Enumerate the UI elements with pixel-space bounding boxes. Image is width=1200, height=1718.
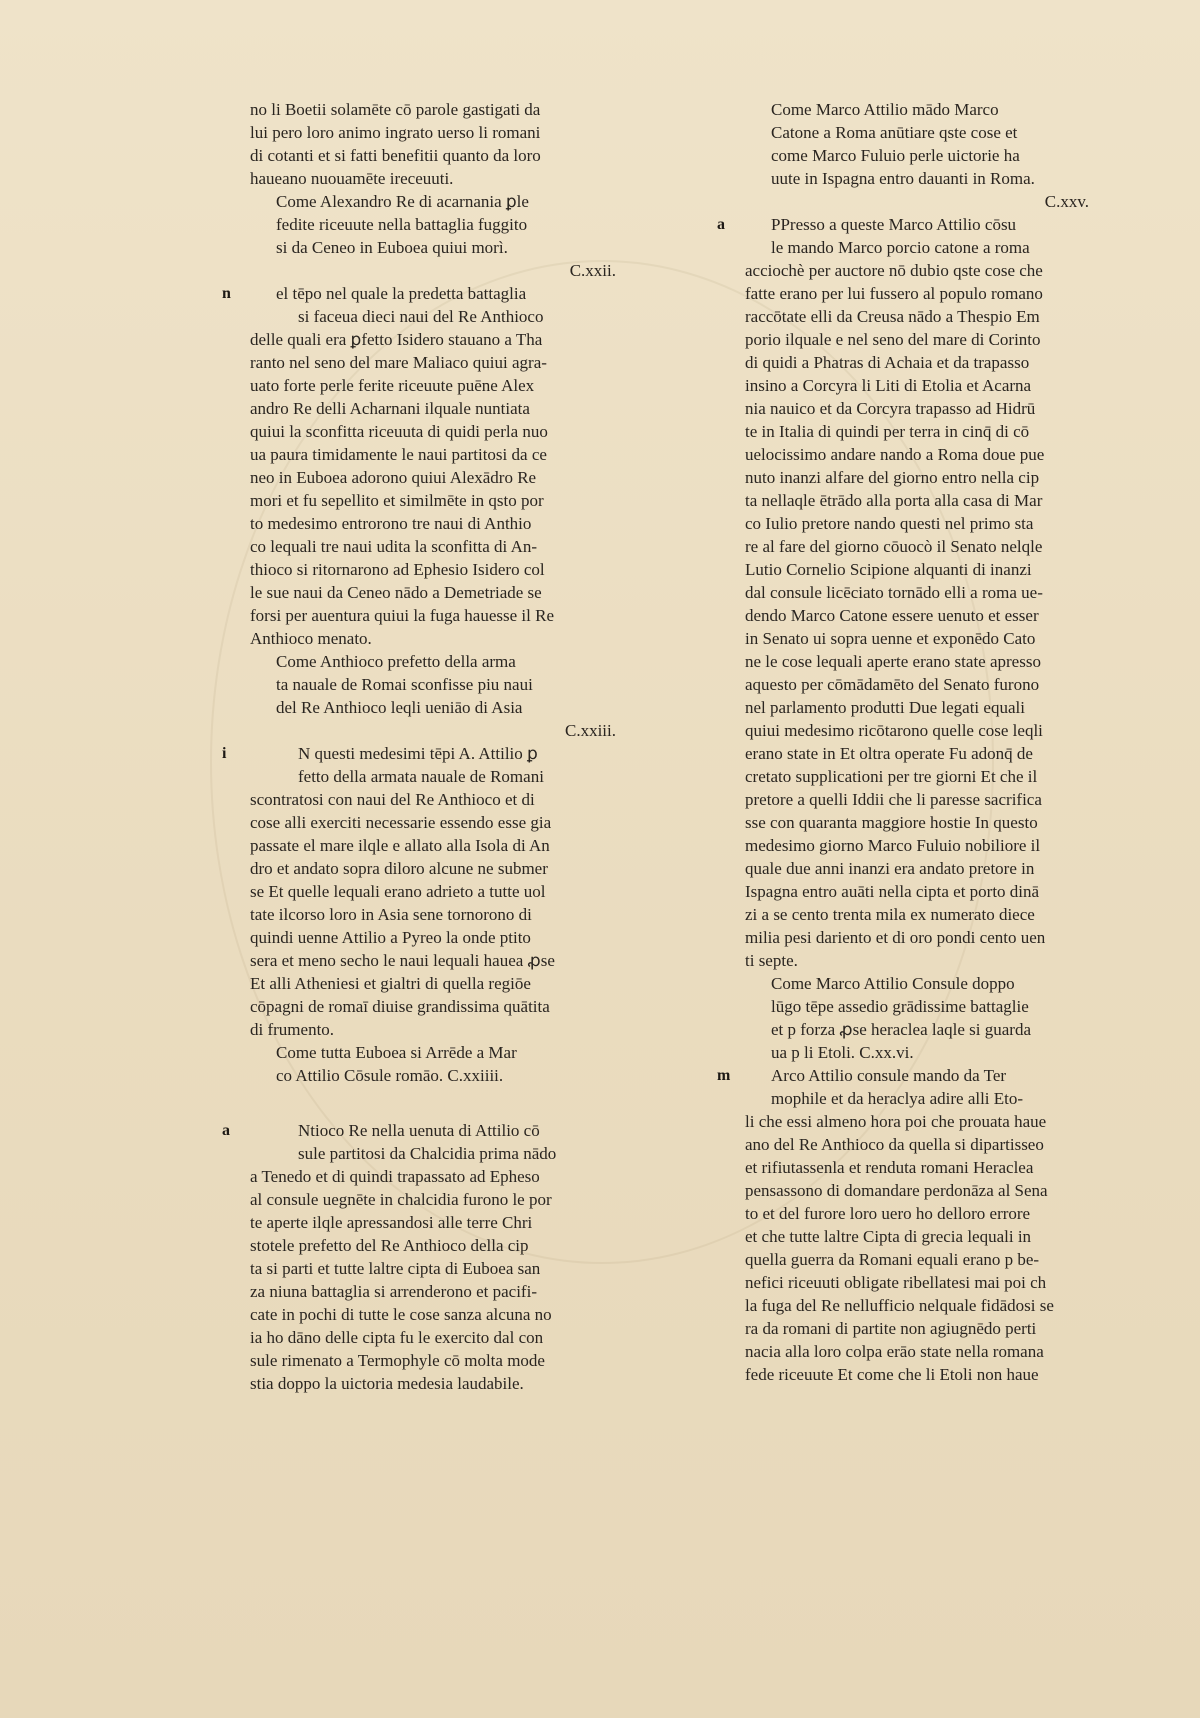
text-line bbox=[250, 144, 622, 167]
line-text: andro Re delli Acharnani ilquale nuntiata bbox=[250, 399, 530, 418]
text-line bbox=[250, 1326, 622, 1349]
text-line bbox=[250, 1234, 622, 1257]
line-text: te aperte ilqle apressandosi alle terre Chri bbox=[250, 1213, 533, 1232]
text-line bbox=[745, 466, 1095, 489]
initial-guide-letter: i bbox=[222, 745, 227, 762]
text-line bbox=[250, 1165, 622, 1188]
line-text: tate ilcorso loro in Asia sene tornorono di bbox=[250, 905, 532, 924]
text-line bbox=[250, 305, 622, 328]
text-line bbox=[250, 650, 622, 673]
line-text: Come Alexandro Re di acarnania ꝑle bbox=[276, 192, 529, 211]
text-line bbox=[250, 903, 622, 926]
line-text: sera et meno secho le naui lequali hauea ꝓse bbox=[250, 951, 555, 970]
line-text: mori et fu sepellito et similmēte in qsto por bbox=[250, 491, 544, 510]
line-text: cōpagni de romaī diuise grandissima quātita bbox=[250, 997, 550, 1016]
line-text: C.xxv. bbox=[1044, 192, 1089, 211]
line-text: erano state in Et oltra operate Fu adonq̄ de bbox=[745, 744, 1033, 763]
line-text: el tēpo nel quale la predetta battaglia bbox=[276, 284, 527, 303]
line-text: quella guerra da Romani equali erano p be- bbox=[745, 1250, 1040, 1269]
line-text: ta nellaqle ētrādo alla porta alla casa di Mar bbox=[745, 491, 1043, 510]
text-line bbox=[745, 834, 1095, 857]
text-line bbox=[745, 949, 1095, 972]
line-text: nuto inanzi alfare del giorno entro nella cip bbox=[745, 468, 1040, 487]
line-text: lui pero loro animo ingrato uerso li romani bbox=[250, 123, 541, 142]
line-text: sse con quaranta maggiore hostie In questo bbox=[745, 813, 1038, 832]
line-text: insino a Corcyra li Liti di Etolia et Acarna bbox=[745, 376, 1032, 395]
line-text: di cotanti et si fatti benefitii quanto da loro bbox=[250, 146, 541, 165]
text-line bbox=[250, 1188, 622, 1211]
line-text: ranto nel seno del mare Maliaco quiui agra- bbox=[250, 353, 547, 372]
line-text: Ispagna entro auāti nella cipta et porto dinā bbox=[745, 882, 1040, 901]
text-line bbox=[745, 972, 1095, 995]
text-line bbox=[745, 144, 1095, 167]
line-text: sule partitosi da Chalcidia prima nādo bbox=[298, 1144, 557, 1163]
line-text: fatte erano per lui fussero al populo romano bbox=[745, 284, 1043, 303]
text-line bbox=[250, 1349, 622, 1372]
text-line bbox=[717, 1064, 1095, 1087]
line-text: stotele prefetto del Re Anthioco della cip bbox=[250, 1236, 529, 1255]
text-line bbox=[250, 696, 622, 719]
text-line bbox=[745, 1271, 1095, 1294]
line-text: ia ho dāno delle cipta fu le exercito dal con bbox=[250, 1328, 544, 1347]
line-text: si da Ceneo in Euboea quiui morì. bbox=[276, 238, 508, 257]
text-line bbox=[745, 1110, 1095, 1133]
text-line bbox=[250, 328, 622, 351]
line-text: thioco si ritornarono ad Ephesio Isidero col bbox=[250, 560, 545, 579]
text-line bbox=[250, 558, 622, 581]
text-line bbox=[745, 236, 1095, 259]
text-line bbox=[250, 604, 622, 627]
text-line bbox=[745, 1317, 1095, 1340]
text-line bbox=[745, 351, 1095, 374]
line-text: ta nauale de Romai sconfisse piu naui bbox=[276, 675, 533, 694]
text-line bbox=[250, 236, 622, 259]
line-text: zi a se cento trenta mila ex numerato diece bbox=[745, 905, 1035, 924]
text-line bbox=[745, 903, 1095, 926]
left-column bbox=[222, 98, 622, 1395]
line-text: nefici riceuuti obligate ribellatesi mai poi ch bbox=[745, 1273, 1047, 1292]
text-line bbox=[745, 1156, 1095, 1179]
text-line bbox=[745, 374, 1095, 397]
text-line bbox=[250, 443, 622, 466]
line-text: si faceua dieci naui del Re Anthioco bbox=[298, 307, 544, 326]
text-line bbox=[745, 604, 1095, 627]
line-text: se Et quelle lequali erano adrieto a tutte uol bbox=[250, 882, 546, 901]
text-line bbox=[250, 512, 622, 535]
text-line bbox=[250, 926, 622, 949]
text-line bbox=[745, 397, 1095, 420]
text-line bbox=[745, 489, 1095, 512]
text-line bbox=[745, 512, 1095, 535]
text-line bbox=[250, 374, 622, 397]
line-text: passate el mare ilqle e allato alla Isola di An bbox=[250, 836, 550, 855]
text-line bbox=[222, 1119, 622, 1142]
line-text: forsi per auentura quiui la fuga hauesse il Re bbox=[250, 606, 555, 625]
line-text: no li Boetii solamēte cō parole gastigati da bbox=[250, 100, 541, 119]
text-line bbox=[745, 535, 1095, 558]
line-text: te in Italia di quindi per terra in cinq̄ di cō bbox=[745, 422, 1030, 441]
text-line bbox=[250, 719, 622, 742]
text-line bbox=[250, 765, 622, 788]
line-text: Lutio Cornelio Scipione alquanti di inanzi bbox=[745, 560, 1032, 579]
text-line bbox=[745, 811, 1095, 834]
text-line bbox=[250, 1372, 622, 1395]
text-line bbox=[745, 1363, 1095, 1386]
text-line bbox=[745, 742, 1095, 765]
line-text: ra da romani di partite non agiugnēdo perti bbox=[745, 1319, 1037, 1338]
line-text: la fuga del Re nellufficio nelquale fidādosi se bbox=[745, 1296, 1054, 1315]
line-text: PPresso a queste Marco Attilio cōsu bbox=[771, 215, 1017, 234]
text-line bbox=[745, 328, 1095, 351]
text-line bbox=[745, 1294, 1095, 1317]
line-text: to et del furore loro uero ho delloro errore bbox=[745, 1204, 1031, 1223]
text-line bbox=[745, 167, 1095, 190]
line-text: al consule uegnēte in chalcidia furono le por bbox=[250, 1190, 552, 1209]
line-text: nel parlamento produtti Due legati equali bbox=[745, 698, 1025, 717]
text-line bbox=[250, 581, 622, 604]
text-line bbox=[745, 1133, 1095, 1156]
line-text: N questi medesimi tēpi A. Attilio ꝑ bbox=[298, 744, 538, 763]
line-text: ta si parti et tutte laltre cipta di Euboea san bbox=[250, 1259, 541, 1278]
text-line bbox=[745, 880, 1095, 903]
text-line bbox=[745, 98, 1095, 121]
line-text: pensassono di domandare perdonāza al Sena bbox=[745, 1181, 1048, 1200]
text-line bbox=[250, 834, 622, 857]
line-text: Arco Attilio consule mando da Ter bbox=[771, 1066, 1007, 1085]
text-line bbox=[250, 1257, 622, 1280]
line-text: lūgo tēpe assedio grādissime battaglie bbox=[771, 997, 1029, 1016]
line-text: nia nauico et da Corcyra trapasso ad Hidrū bbox=[745, 399, 1036, 418]
text-line bbox=[745, 121, 1095, 144]
line-text: del Re Anthioco leqli ueniāo di Asia bbox=[276, 698, 523, 717]
text-line bbox=[250, 420, 622, 443]
line-text: et che tutte laltre Cipta di grecia lequali in bbox=[745, 1227, 1032, 1246]
text-line bbox=[745, 857, 1095, 880]
line-text: C.xxii. bbox=[569, 261, 616, 280]
line-text: Come Marco Attilio Consule doppo bbox=[771, 974, 1015, 993]
line-text: Et alli Atheniesi et gialtri di quella regiōe bbox=[250, 974, 531, 993]
line-text: ne le cose lequali aperte erano state apresso bbox=[745, 652, 1041, 671]
line-text: ano del Re Anthioco da quella si dipartisseo bbox=[745, 1135, 1044, 1154]
line-text: stia doppo la uictoria medesia laudabile. bbox=[250, 1374, 524, 1393]
line-text: quale due anni inanzi era andato pretore in bbox=[745, 859, 1035, 878]
text-line bbox=[250, 397, 622, 420]
line-text: fedite riceuute nella battaglia fuggito bbox=[276, 215, 528, 234]
text-line bbox=[745, 719, 1095, 742]
text-line bbox=[250, 673, 622, 696]
line-text: haueano nuouamēte ireceuuti. bbox=[250, 169, 454, 188]
text-line bbox=[745, 282, 1095, 305]
text-line bbox=[250, 788, 622, 811]
text-line bbox=[250, 1280, 622, 1303]
line-text: to medesimo entrorono tre naui di Anthio bbox=[250, 514, 532, 533]
text-line bbox=[745, 1340, 1095, 1363]
initial-guide-letter: n bbox=[222, 285, 231, 302]
line-text: medesimo giorno Marco Fuluio nobiliore il bbox=[745, 836, 1041, 855]
line-text: et p forza ꝓse heraclea laqle si guarda bbox=[771, 1020, 1031, 1039]
text-line bbox=[250, 1041, 622, 1064]
text-line bbox=[745, 627, 1095, 650]
line-text: di frumento. bbox=[250, 1020, 335, 1039]
text-line bbox=[250, 351, 622, 374]
line-text: le mando Marco porcio catone a roma bbox=[771, 238, 1030, 257]
line-text: quiui la sconfitta riceuuta di quidi perla nuo bbox=[250, 422, 548, 441]
text-line bbox=[745, 926, 1095, 949]
text-line bbox=[250, 627, 622, 650]
line-text: pretore a quelli Iddii che li paresse sacrifica bbox=[745, 790, 1042, 809]
text-line bbox=[250, 995, 622, 1018]
text-line bbox=[250, 535, 622, 558]
line-text: delle quali era ꝑfetto Isidero stauano a Tha bbox=[250, 330, 543, 349]
line-text: dendo Marco Catone essere uenuto et esser bbox=[745, 606, 1039, 625]
text-line bbox=[717, 213, 1095, 236]
line-text: co Attilio Cōsule romāo. C.xxiiii. bbox=[276, 1066, 504, 1085]
line-text: aquesto per cōmādamēto del Senato furono bbox=[745, 675, 1040, 694]
text-line bbox=[250, 857, 622, 880]
line-text: uute in Ispagna entro dauanti in Roma. bbox=[771, 169, 1035, 188]
line-text: come Marco Fuluio perle uictorie ha bbox=[771, 146, 1020, 165]
line-text: raccōtate elli da Creusa nādo a Thespio Em bbox=[745, 307, 1040, 326]
line-text: di quidi a Phatras di Achaia et da trapasso bbox=[745, 353, 1030, 372]
line-text: cose alli exerciti necessarie essendo esse gia bbox=[250, 813, 552, 832]
text-line bbox=[745, 765, 1095, 788]
line-text: Come tutta Euboea si Arrēde a Mar bbox=[276, 1043, 517, 1062]
text-line bbox=[250, 972, 622, 995]
line-text: acciochè per auctore nō dubio qste cose che bbox=[745, 261, 1043, 280]
text-line bbox=[222, 742, 622, 765]
line-text: Come Anthioco prefetto della arma bbox=[276, 652, 516, 671]
line-text: re al fare del giorno cōuocò il Senato nelqle bbox=[745, 537, 1043, 556]
text-line bbox=[250, 1018, 622, 1041]
text-line bbox=[250, 489, 622, 512]
line-text: ua p li Etoli. C.xx.vi. bbox=[771, 1043, 914, 1062]
text-line bbox=[745, 190, 1095, 213]
text-line bbox=[745, 1041, 1095, 1064]
text-line bbox=[250, 466, 622, 489]
line-text: milia pesi dariento et di oro pondi cento uen bbox=[745, 928, 1046, 947]
line-text: co lequali tre naui udita la sconfitta di An- bbox=[250, 537, 538, 556]
text-line bbox=[250, 811, 622, 834]
right-column bbox=[717, 98, 1095, 1386]
text-line bbox=[745, 788, 1095, 811]
line-text: le sue naui da Ceneo nādo a Demetriade se bbox=[250, 583, 542, 602]
line-text: Catone a Roma anūtiare qste cose et bbox=[771, 123, 1018, 142]
text-line bbox=[745, 650, 1095, 673]
text-line bbox=[745, 305, 1095, 328]
line-text: quiui medesimo ricōtarono quelle cose leqli bbox=[745, 721, 1043, 740]
text-line bbox=[745, 696, 1095, 719]
line-text: quindi uenne Attilio a Pyreo la onde ptito bbox=[250, 928, 531, 947]
text-line bbox=[745, 673, 1095, 696]
text-line bbox=[745, 420, 1095, 443]
line-text: nacia alla loro colpa erāo state nella romana bbox=[745, 1342, 1044, 1361]
initial-guide-letter: a bbox=[717, 216, 725, 233]
line-text: C.xxiii. bbox=[564, 721, 616, 740]
text-line bbox=[250, 1142, 622, 1165]
text-line bbox=[222, 282, 622, 305]
line-text: Come Marco Attilio mādo Marco bbox=[771, 100, 999, 119]
text-line bbox=[745, 259, 1095, 282]
text-line bbox=[745, 558, 1095, 581]
line-text: ua paura timidamente le naui partitosi da ce bbox=[250, 445, 547, 464]
text-line bbox=[250, 949, 622, 972]
line-text: sule rimenato a Termophyle cō molta mode bbox=[250, 1351, 545, 1370]
line-text: fede riceuute Et come che li Etoli non haue bbox=[745, 1365, 1039, 1384]
line-text: Anthioco menato. bbox=[250, 629, 372, 648]
text-line bbox=[745, 995, 1095, 1018]
line-text: cate in pochi di tutte le cose sanza alcuna no bbox=[250, 1305, 552, 1324]
text-line bbox=[250, 1087, 622, 1119]
text-line bbox=[250, 1211, 622, 1234]
line-text: a Tenedo et di quindi trapassato ad Epheso bbox=[250, 1167, 540, 1186]
text-line bbox=[250, 121, 622, 144]
line-text: cretato supplicationi per tre giorni Et che il bbox=[745, 767, 1038, 786]
text-line bbox=[250, 190, 622, 213]
line-text: in Senato ui sopra uenne et exponēdo Cato bbox=[745, 629, 1036, 648]
text-line bbox=[250, 98, 622, 121]
text-line bbox=[745, 1225, 1095, 1248]
line-text: li che essi almeno hora poi che prouata haue bbox=[745, 1112, 1047, 1131]
text-line bbox=[745, 1248, 1095, 1271]
line-text: ti septe. bbox=[745, 951, 798, 970]
initial-guide-letter: m bbox=[717, 1067, 731, 1084]
line-text: uato forte perle ferite riceuute puēne Alex bbox=[250, 376, 535, 395]
line-text: dal consule licēciato tornādo elli a roma ue- bbox=[745, 583, 1043, 602]
text-line bbox=[745, 1202, 1095, 1225]
line-text: scontratosi con naui del Re Anthioco et di bbox=[250, 790, 535, 809]
line-text: uelocissimo andare nando a Roma doue pue bbox=[745, 445, 1045, 464]
text-line bbox=[745, 581, 1095, 604]
text-line bbox=[250, 213, 622, 236]
text-line bbox=[250, 1064, 622, 1087]
initial-guide-letter: a bbox=[222, 1122, 230, 1139]
line-text: neo in Euboea adorono quiui Alexādro Re bbox=[250, 468, 537, 487]
text-line bbox=[745, 443, 1095, 466]
text-line bbox=[250, 167, 622, 190]
line-text: co Iulio pretore nando questi nel primo sta bbox=[745, 514, 1034, 533]
line-text: dro et andato sopra diloro alcune ne submer bbox=[250, 859, 548, 878]
text-line bbox=[745, 1087, 1095, 1110]
line-text: porio ilquale e nel seno del mare di Corinto bbox=[745, 330, 1041, 349]
line-text: Ntioco Re nella uenuta di Attilio cō bbox=[298, 1121, 540, 1140]
line-text: za niuna battaglia si arrenderono et pacifi- bbox=[250, 1282, 537, 1301]
line-text: mophile et da heraclya adire alli Eto- bbox=[771, 1089, 1024, 1108]
line-text: et rifiutassenla et renduta romani Heraclea bbox=[745, 1158, 1034, 1177]
text-line bbox=[745, 1179, 1095, 1202]
line-text: fetto della armata nauale de Romani bbox=[298, 767, 544, 786]
text-line bbox=[745, 1018, 1095, 1041]
text-line bbox=[250, 880, 622, 903]
text-line bbox=[250, 259, 622, 282]
text-line bbox=[250, 1303, 622, 1326]
